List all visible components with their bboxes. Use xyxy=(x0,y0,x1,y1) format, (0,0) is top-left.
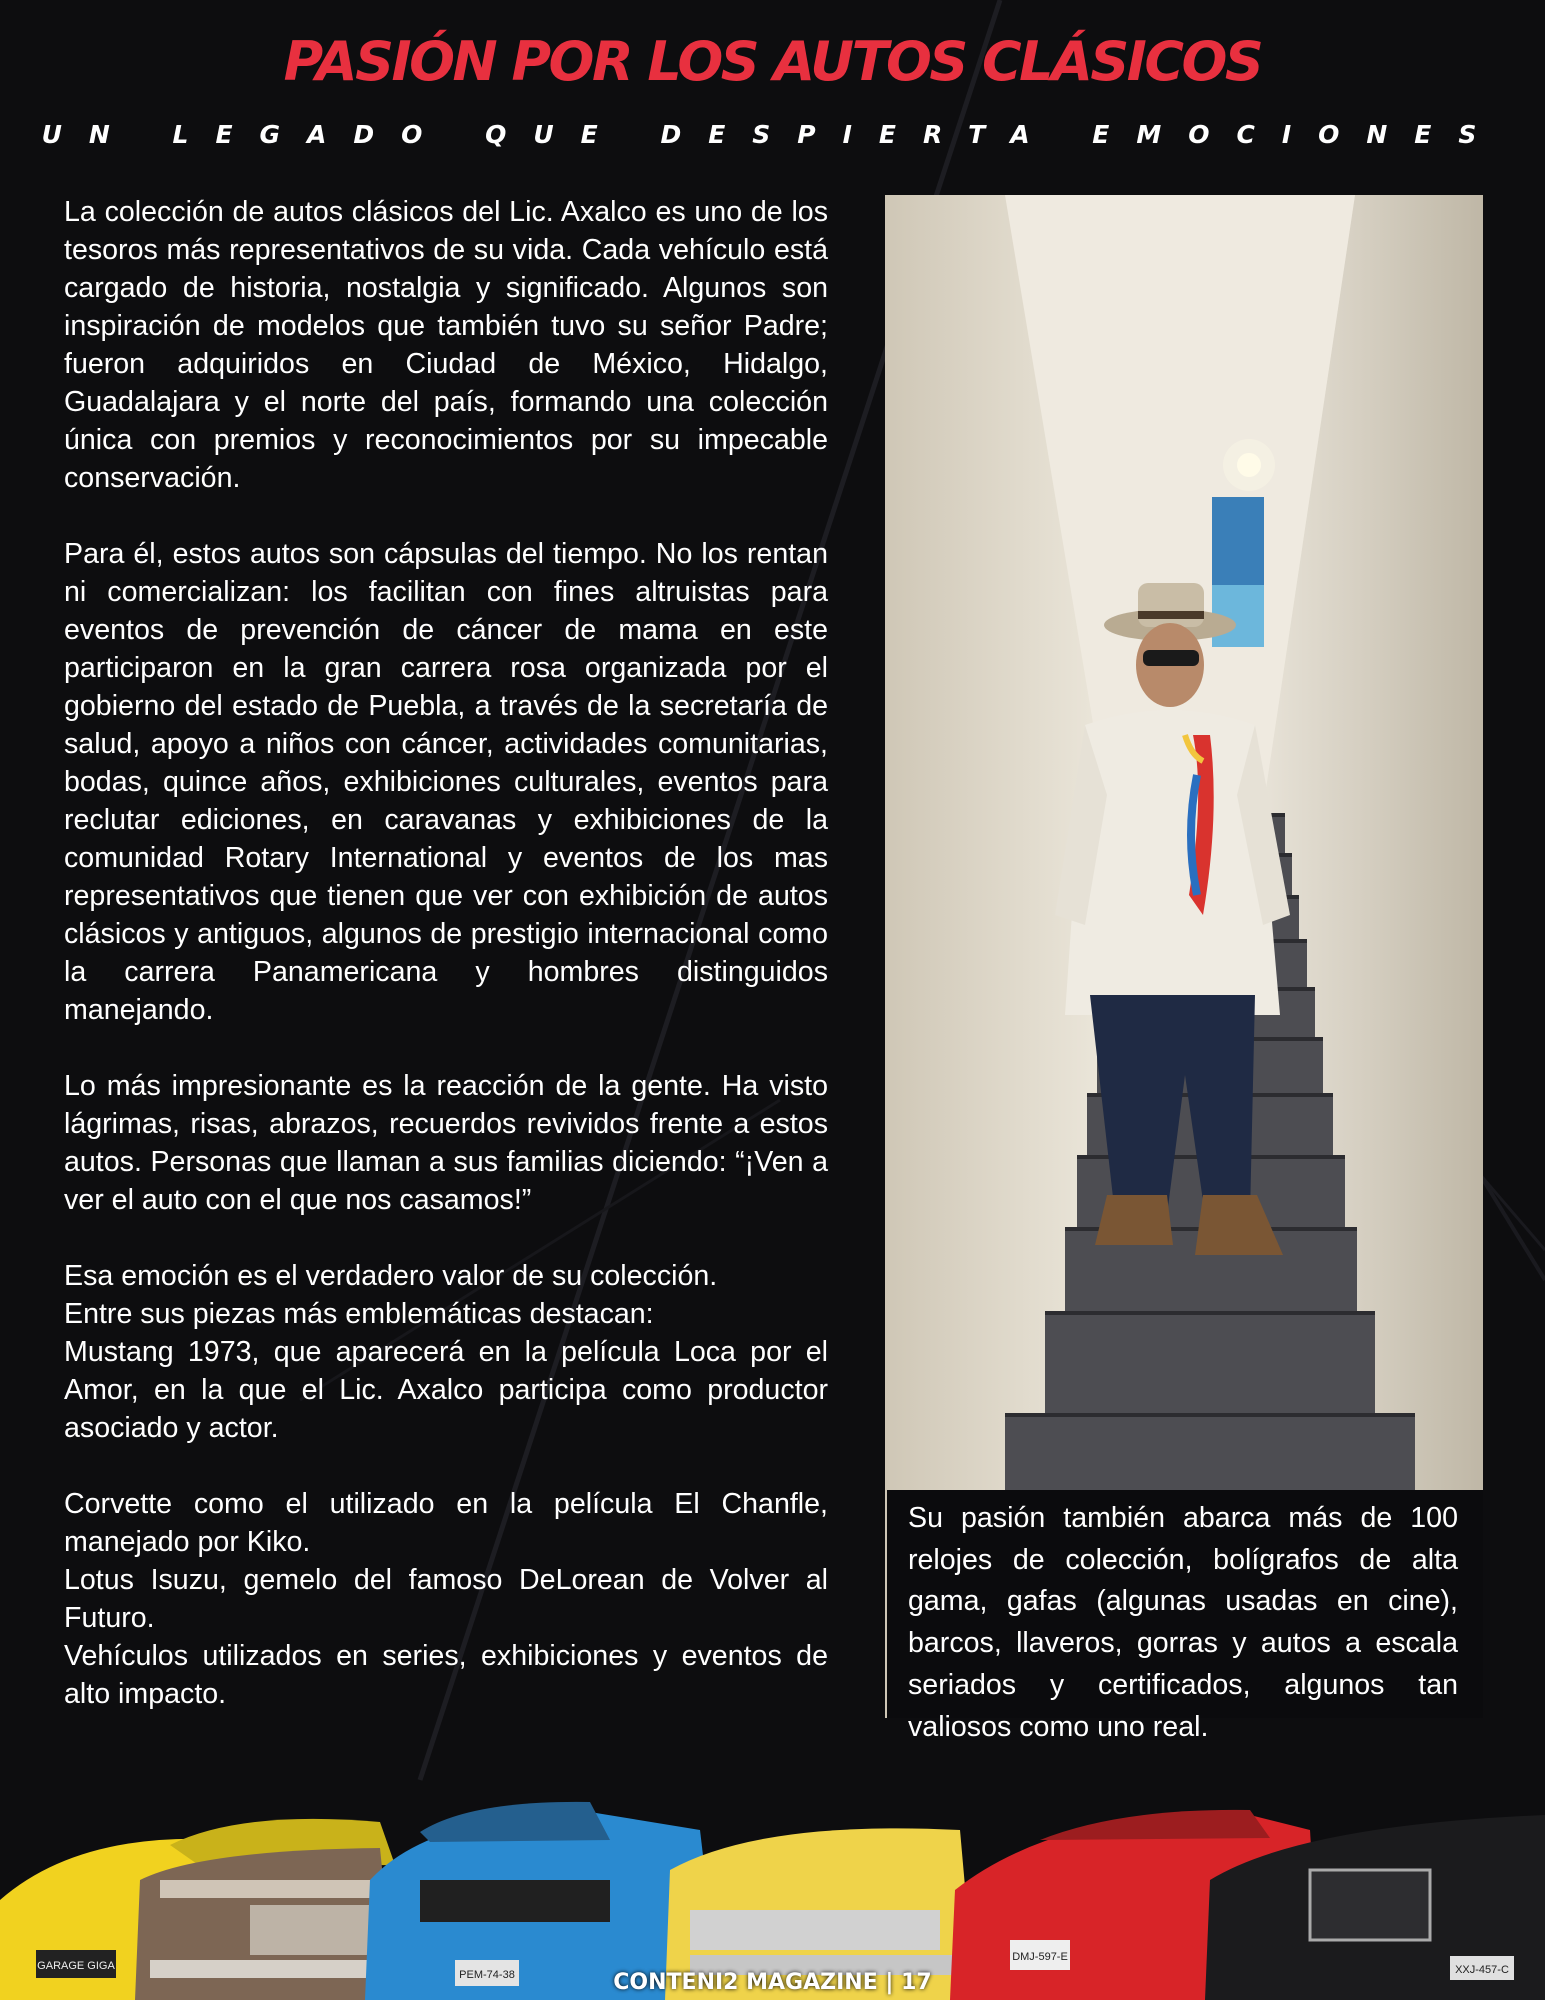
emblematic-intro: Esa emoción es el verdadero valor de su colección. xyxy=(64,1260,718,1292)
paragraph-vehicles xyxy=(64,1485,828,1713)
paragraph-collection: La colección de autos clásicos del Lic. Axalco es uno de los tesoros más representativos de su vida. Cada vehículo está cargado de historia, nostalgia y significado. Algunos son inspiración de modelos que también tuvo su señor Padre; fueron adquiridos en Ciudad de México, Hidalgo, Guadalajara y el norte del país, formando una colección única con premios y reconocimientos por su impecable conservación. xyxy=(64,196,828,494)
article-body xyxy=(64,193,828,1713)
page-footer: CONTENI2 MAGAZINE | 17 xyxy=(613,1970,932,1995)
page-title: PASIÓN POR LOS AUTOS CLÁSICOS xyxy=(283,30,1262,93)
emblematic-heading: Entre sus piezas más emblemáticas destacan: xyxy=(64,1298,654,1330)
paragraph-emblematic xyxy=(64,1257,828,1447)
plate-mustang: PEM-74-38 xyxy=(459,1969,515,1981)
vehicle-lotus: Lotus Isuzu, gemelo del famoso DeLorean de Volver al Futuro. xyxy=(64,1564,828,1634)
sidebar-text: Su pasión también abarca más de 100 relojes de colección, bolígrafos de alta gama, gafas (algunas usadas en cine), barcos, llaveros, gorras y autos a escala seriados y certificados, algunos tan valiosos como uno real. xyxy=(908,1502,1458,1743)
page-subtitle: UN LEGADO QUE DESPIERTA EMOCIONES xyxy=(41,120,1504,149)
vehicle-series: Vehículos utilizados en series, exhibiciones y eventos de alto impacto. xyxy=(64,1640,828,1710)
plate-garage: GARAGE GIGA xyxy=(37,1960,115,1972)
plate-red: DMJ-597-E xyxy=(1012,1951,1068,1963)
paragraph-reaction: Lo más impresionante es la reacción de la gente. Ha visto lágrimas, risas, abrazos, recuerdos revividos frente a estos autos. Personas que llaman a sus familias diciendo: “¡Ven a ver el auto con el que nos casamos!” xyxy=(64,1070,828,1216)
paragraph-time-capsules: Para él, estos autos son cápsulas del tiempo. No los rentan ni comercializan: los facilitan con fines altruistas para eventos de prevención de cáncer de mama en este participaron en la gran carrera rosa organizada por el gobierno del estado de Puebla, a través de la secretaría de salud, apoyo a niños con cáncer, actividades comunitarias, bodas, quince años, exhibiciones culturales, eventos para reclutar ediciones, en caravanas y exhibiciones de la comunidad Rotary International y eventos de los mas representativos que tienen que ver con exhibición de autos clásicos y antiguos, algunos de prestigio internacional como la carrera Panamericana y hombres distinguidos manejando. xyxy=(64,538,828,1026)
emblematic-mustang: Mustang 1973, que aparecerá en la película Loca por el Amor, en la que el Lic. Axalco participa como productor asociado y actor. xyxy=(64,1336,828,1444)
vehicle-corvette: Corvette como el utilizado en la película El Chanfle, manejado por Kiko. xyxy=(64,1488,828,1558)
classic-cars-banner xyxy=(0,1770,1545,2000)
plate-lincoln: XXJ-457-C xyxy=(1455,1964,1509,1976)
